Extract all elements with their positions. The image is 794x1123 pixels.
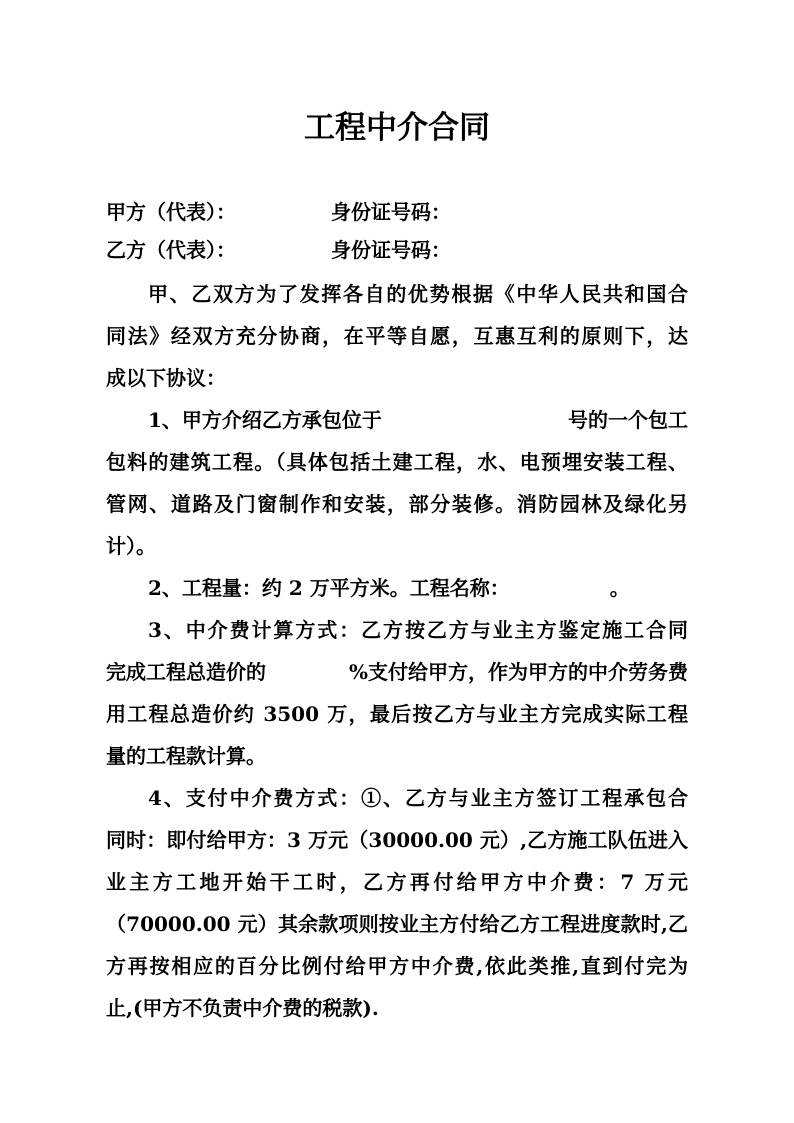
text-segment: 成以下协议： [106,366,226,390]
text-segment: 3、中介费计算方式：乙方按乙方与业主方鉴定施工合同 [148,618,688,642]
text-segment: 号的一个包工 [568,408,688,432]
text-segment: 用工程总造价约 3500 万，最后按乙方与业主方完成实际工程 [106,702,688,726]
text-line [148,609,688,651]
text-line [148,567,688,609]
text-segment: 计）。 [106,534,156,558]
text-segment: 包料的建筑工程。（具体包括土建工程，水、电预埋安装工程、 [106,450,688,474]
party-b-id-label: 身份证号码： [331,238,451,262]
text-segment: 方再按相应的百分比例付给甲方中介费,依此类推,直到付完为 [106,954,688,978]
text-segment: 同法》经双方充分协商，在平等自愿，互惠互利的原则下，达 [106,324,688,348]
text-segment: 1、甲方介绍乙方承包位于 [148,408,382,432]
text-segment: 业主方工地开始干工时，乙方再付给甲方中介费：7 万元 [106,870,688,894]
text-segment: 管网、道路及门窗制作和安装，部分装修。消防园林及绿化另 [106,492,688,516]
text-line [106,525,688,567]
party-b-label: 乙方（代表）： [106,238,236,262]
text-line [148,777,688,819]
text-segment: （70000.00 元）其余款项则按业主方付给乙方工程进度款时,乙 [106,912,688,936]
text-segment: 完成工程总造价的 [106,660,266,684]
text-line [106,987,688,1029]
text-line [106,483,688,525]
text-line [106,819,688,861]
text-line [106,651,688,693]
text-line [106,357,688,399]
text-segment: 。 [609,576,630,600]
text-line [106,861,688,903]
text-line [106,441,688,483]
text-line [148,273,688,315]
text-line [106,735,688,777]
text-segment: %支付给甲方，作为甲方的中介劳务费 [348,660,688,684]
text-segment: 量的工程款计算。 [106,744,266,768]
text-segment: 同时：即付给甲方：3 万元（30000.00 元）,乙方施工队伍进入 [106,828,688,852]
party-a-id-label: 身份证号码： [331,200,451,224]
text-segment: 止,(甲方不负责中介费的税款). [106,996,379,1020]
text-segment: 2、工程量：约 2 万平方米。工程名称： [148,576,500,600]
text-line [106,315,688,357]
text-line [106,693,688,735]
text-line [148,399,688,441]
text-segment: 4、支付中介费方式：①、乙方与业主方签订工程承包合 [148,786,688,810]
text-line [106,945,688,987]
document-title: 工程中介合同 [304,110,490,146]
text-segment: 甲、乙双方为了发挥各自的优势根据《中华人民共和国合 [148,282,688,306]
party-a-label: 甲方（代表）： [106,200,236,224]
text-line [106,903,688,945]
